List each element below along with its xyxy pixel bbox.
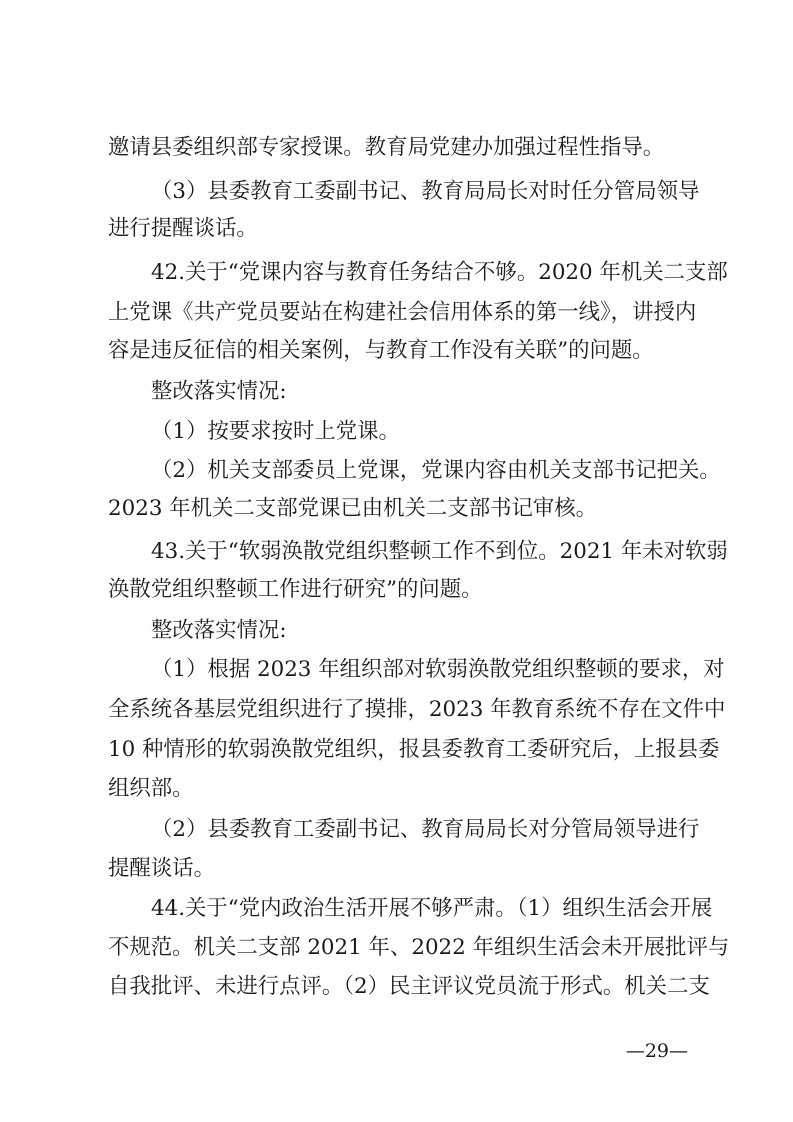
text-line: 进行提醒谈话。 [108, 216, 258, 241]
text-line: （3）县委教育工委副书记、教育局局长对时任分管局领导 [151, 179, 700, 204]
text-line: 涣散党组织整顿工作进行研究”的问题。 [108, 577, 483, 602]
text-line: 44.关于“党内政治生活开展不够严肃。（1）组织生活会开展 [151, 896, 713, 921]
text-line: （1）根据 2023 年组织部对软弱涣散党组织整顿的要求，对 [151, 657, 725, 682]
text-line: 2023 年机关二支部党课已由机关二支部书记审核。 [108, 496, 598, 521]
text-line: 不规范。机关二支部 2021 年、2022 年组织生活会未开展批评与 [108, 935, 730, 960]
text-line: 邀请县委组织部专家授课。教育局党建办加强过程性指导。 [108, 135, 665, 160]
text-line: 提醒谈话。 [108, 856, 215, 881]
text-line: 全系统各基层党组织进行了摸排，2023 年教育系统不存在文件中 [108, 697, 726, 722]
section-heading: 整改落实情况: [151, 618, 287, 643]
text-line: （2）县委教育工委副书记、教育局局长对分管局领导进行 [151, 817, 700, 842]
page-number: —29— [625, 1040, 688, 1062]
text-line: （2）机关支部委员上党课，党课内容由机关支部书记把关。 [151, 458, 721, 483]
text-line: 自我批评、未进行点评。（2）民主评议党员流于形式。机关二支 [108, 974, 710, 999]
text-line: 10 种情形的软弱涣散党组织，报县委教育工委研究后，上报县委 [108, 737, 720, 762]
section-heading: 整改落实情况: [151, 379, 287, 404]
text-line: 42.关于“党课内容与教育任务结合不够。2020 年机关二支部 [151, 260, 728, 285]
text-line: 容是违反征信的相关案例，与教育工作没有关联”的问题。 [108, 338, 654, 363]
text-line: 组织部。 [108, 776, 194, 801]
text-line: 43.关于“软弱涣散党组织整顿工作不到位。2021 年未对软弱 [151, 539, 728, 564]
text-line: 上党课《共产党员要站在构建社会信用体系的第一线》，讲授内 [108, 300, 697, 325]
text-line: （1）按要求按时上党课。 [151, 419, 400, 444]
